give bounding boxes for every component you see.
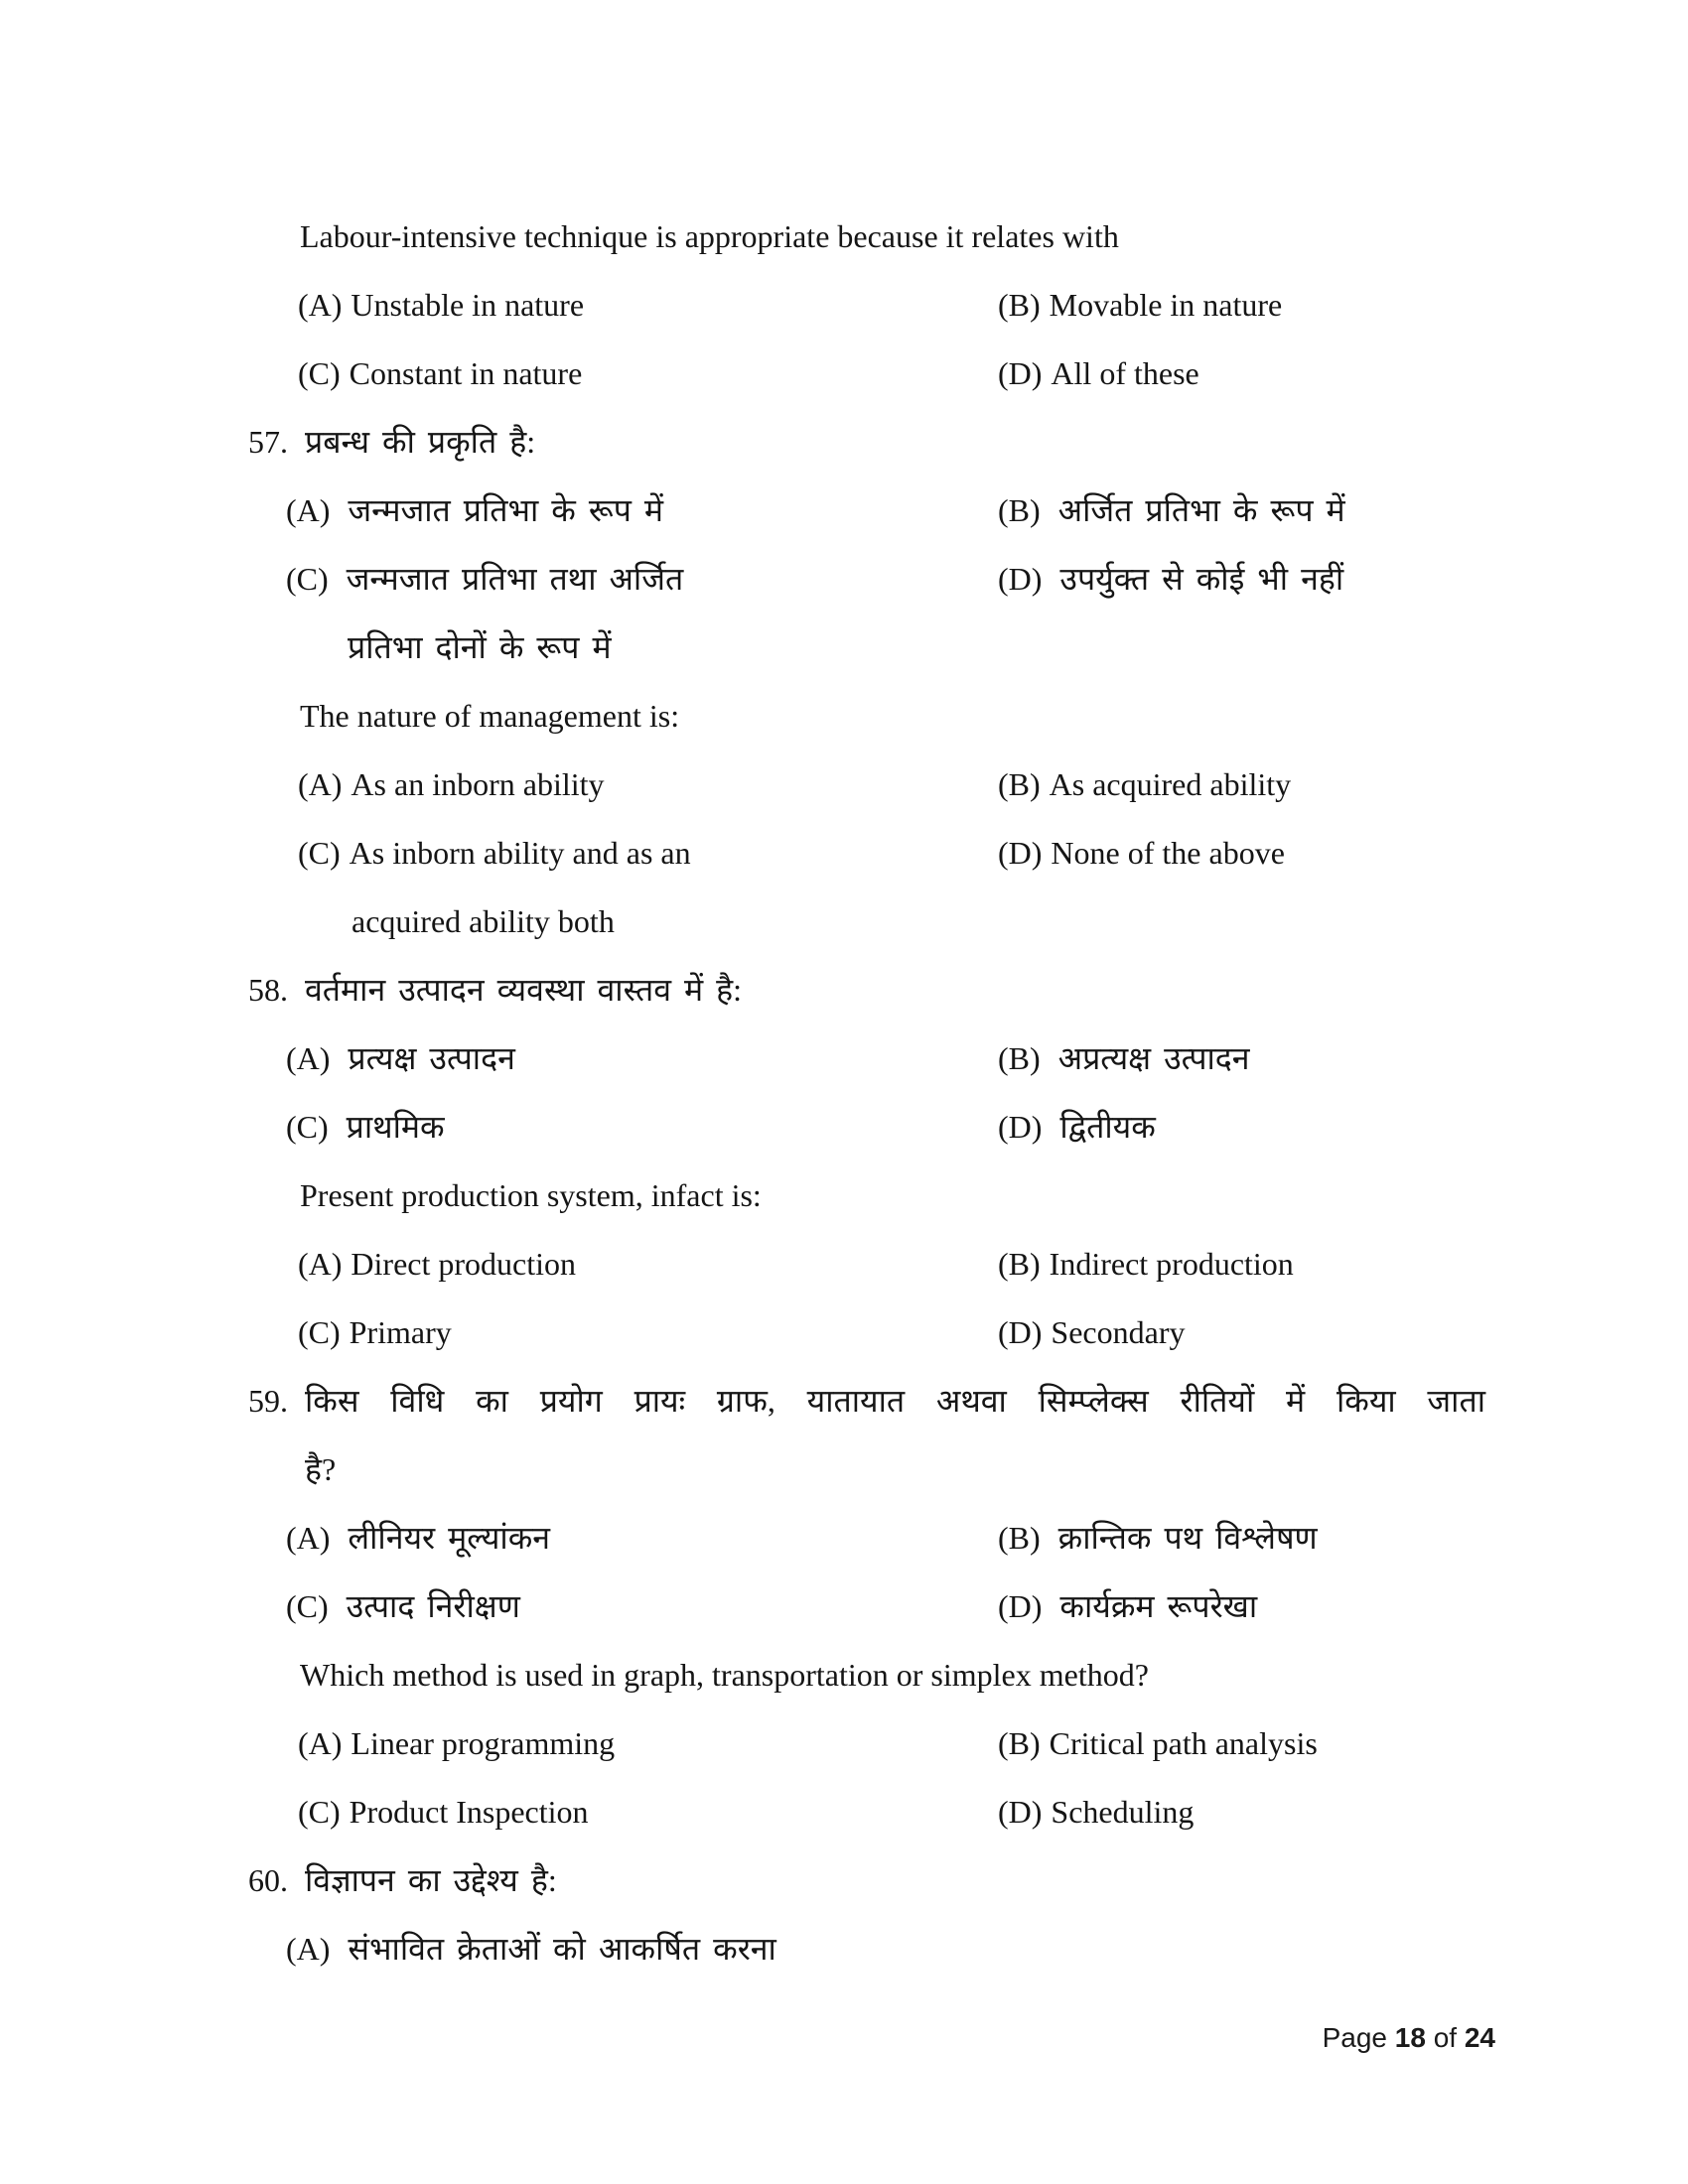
- q56-option-b-text: Movable in nature: [1049, 287, 1283, 323]
- q58-hindi-question-text: वर्तमान उत्पादन व्यवस्था वास्तव में है:: [305, 972, 743, 1008]
- q59-hindi-option-b-text: क्रान्तिक पथ विश्लेषण: [1057, 1520, 1318, 1556]
- q57-number: 57.: [248, 424, 288, 460]
- q57-english-option-c-text: As inborn ability and as an: [349, 835, 691, 871]
- q58-hindi-option-d-text: द्वितीयक: [1059, 1109, 1156, 1145]
- q59-hindi-option-b-label: (B): [998, 1520, 1041, 1556]
- q58-english-option-d: [998, 1298, 1185, 1367]
- q57-hindi-options-row-2: [248, 545, 1485, 614]
- q57-hindi-question: [248, 408, 1485, 477]
- q57-english-option-b-text: As acquired ability: [1049, 766, 1292, 802]
- q60-hindi-option-a-label: (A): [286, 1931, 331, 1967]
- q57-hindi-option-b-text: अर्जित प्रतिभा के रूप में: [1057, 492, 1345, 528]
- q57-hindi-option-d: [998, 545, 1343, 614]
- q56-english-options-row-1: [248, 271, 1485, 340]
- q57-english-option-b-label: (B): [998, 766, 1041, 802]
- q56-option-d-label: (D): [998, 355, 1043, 391]
- q59-english-option-b-text: Critical path analysis: [1049, 1725, 1318, 1761]
- q56-english-question: [248, 203, 1485, 271]
- q59-hindi-question-continuation: [248, 1435, 1485, 1504]
- q59-hindi-options-row-2: [248, 1572, 1485, 1641]
- q58-english-options-row-2: [248, 1298, 1485, 1367]
- q58-english-option-c-text: Primary: [349, 1314, 452, 1350]
- q57-english-option-a-label: (A): [298, 766, 343, 802]
- q56-option-a: [298, 287, 584, 323]
- q59-english-option-a-label: (A): [298, 1725, 343, 1761]
- q57-hindi-option-c-label: (C): [286, 561, 329, 597]
- question-paper-content: [248, 203, 1485, 1983]
- q56-option-b-label: (B): [998, 287, 1041, 323]
- q58-english-question: [248, 1161, 1485, 1230]
- q58-english-option-b-text: Indirect production: [1049, 1246, 1294, 1282]
- q60-hindi-option-a-text: संभावित क्रेताओं को आकर्षित करना: [348, 1931, 776, 1967]
- q56-english-options-row-2: [248, 340, 1485, 408]
- q58-english-option-c: [298, 1314, 452, 1350]
- q57-english-option-c: [298, 835, 691, 871]
- q58-english-option-d-text: Secondary: [1051, 1314, 1186, 1350]
- q58-hindi-options-row-2: [248, 1093, 1485, 1161]
- q57-hindi-option-d-text: उपर्युक्त से कोई भी नहीं: [1059, 561, 1344, 597]
- q59-hindi-options-row-1: [248, 1504, 1485, 1572]
- q58-hindi-options-row-1: [248, 1024, 1485, 1093]
- q60-hindi-question: [248, 1846, 1485, 1915]
- q59-number: 59.: [248, 1383, 288, 1419]
- q59-english-option-c-text: Product Inspection: [349, 1794, 589, 1830]
- q58-hindi-option-c: [286, 1109, 445, 1145]
- q56-option-d: [998, 340, 1199, 408]
- q57-hindi-question-text: प्रबन्ध की प्रकृति है:: [305, 424, 536, 460]
- q59-hindi-option-b: [998, 1504, 1318, 1572]
- q59-english-question-text: Which method is used in graph, transportation or simplex method?: [300, 1657, 1149, 1693]
- q57-hindi-options-row-1: [248, 477, 1485, 545]
- q57-hindi-option-d-label: (D): [998, 561, 1043, 597]
- q56-option-c-label: (C): [298, 355, 341, 391]
- q58-hindi-option-c-text: प्राथमिक: [346, 1109, 445, 1145]
- q59-english-option-a-text: Linear programming: [351, 1725, 616, 1761]
- q60-hindi-option-a: [286, 1931, 776, 1967]
- q59-hindi-option-d-label: (D): [998, 1588, 1043, 1624]
- q57-english-options-row-1: [248, 751, 1485, 819]
- q58-number: 58.: [248, 972, 288, 1008]
- q58-hindi-option-c-label: (C): [286, 1109, 329, 1145]
- q57-english-option-d-text: None of the above: [1051, 835, 1285, 871]
- q58-hindi-option-d-label: (D): [998, 1109, 1043, 1145]
- q57-hindi-option-a-text: जन्मजात प्रतिभा के रूप में: [348, 492, 664, 528]
- q59-english-option-a: [298, 1725, 615, 1761]
- q59-hindi-option-c: [286, 1588, 520, 1624]
- q56-option-d-text: All of these: [1051, 355, 1199, 391]
- q59-hindi-option-a-text: लीनियर मूल्यांकन: [348, 1520, 551, 1556]
- q59-hindi-option-d-text: कार्यक्रम रूपरेखा: [1059, 1588, 1258, 1624]
- q58-english-options-row-1: [248, 1230, 1485, 1298]
- q59-hindi-option-c-label: (C): [286, 1588, 329, 1624]
- q57-hindi-option-b: [998, 477, 1345, 545]
- q57-hindi-option-c-text: जन्मजात प्रतिभा तथा अर्जित: [346, 561, 684, 597]
- q58-hindi-option-d: [998, 1093, 1156, 1161]
- q59-english-option-d: [998, 1778, 1194, 1846]
- q57-hindi-option-b-label: (B): [998, 492, 1041, 528]
- q57-english-option-a: [298, 766, 605, 802]
- q59-hindi-question-cont-text: है?: [305, 1451, 337, 1487]
- q59-english-options-row-1: [248, 1709, 1485, 1778]
- q56-option-c: [298, 355, 582, 391]
- q56-english-question-text: Labour-intensive technique is appropriate because it relates with: [300, 218, 1119, 254]
- q58-hindi-option-a-label: (A): [286, 1040, 331, 1076]
- q58-english-option-b: [998, 1230, 1294, 1298]
- q58-hindi-option-b-text: अप्रत्यक्ष उत्पादन: [1057, 1040, 1250, 1076]
- q59-hindi-option-d: [998, 1572, 1257, 1641]
- q58-english-option-a-label: (A): [298, 1246, 343, 1282]
- q57-english-options-row-2: [248, 819, 1485, 887]
- page-footer: [1323, 2018, 1495, 2058]
- q59-english-options-row-2: [248, 1778, 1485, 1846]
- q58-hindi-question: [248, 956, 1485, 1024]
- q59-english-option-c: [298, 1794, 589, 1830]
- q60-number: 60.: [248, 1862, 288, 1898]
- page-footer-word-of: of: [1425, 2022, 1465, 2053]
- q57-hindi-option-a: [286, 492, 663, 528]
- q57-english-question: [248, 682, 1485, 751]
- q59-english-option-b-label: (B): [998, 1725, 1041, 1761]
- page-footer-current-page: 18: [1394, 2022, 1426, 2053]
- q58-english-option-d-label: (D): [998, 1314, 1043, 1350]
- q59-hindi-question-text: किस विधि का प्रयोग प्रायः ग्राफ, यातायात अथवा सिम्प्लेक्स रीतियों में किया जाता: [305, 1383, 1485, 1419]
- q56-option-b: [998, 271, 1282, 340]
- q57-english-option-c-label: (C): [298, 835, 341, 871]
- page-footer-word-page: Page: [1322, 2022, 1395, 2053]
- q59-hindi-question: [248, 1367, 1485, 1435]
- q59-english-option-b: [998, 1709, 1318, 1778]
- q56-option-c-text: Constant in nature: [349, 355, 583, 391]
- q57-english-option-b: [998, 751, 1291, 819]
- q59-english-option-c-label: (C): [298, 1794, 341, 1830]
- q58-hindi-option-b-label: (B): [998, 1040, 1041, 1076]
- q60-hindi-options-row-1: [248, 1915, 1485, 1983]
- q59-english-question: [248, 1641, 1485, 1709]
- q58-english-option-a-text: Direct production: [351, 1246, 577, 1282]
- q58-english-option-a: [298, 1246, 576, 1282]
- q59-hindi-option-a: [286, 1520, 550, 1556]
- q56-option-a-label: (A): [298, 287, 343, 323]
- q57-english-option-c-continuation: [248, 887, 1485, 956]
- q57-english-option-d: [998, 819, 1285, 887]
- page-footer-total-pages: 24: [1464, 2022, 1495, 2053]
- q57-english-option-a-text: As an inborn ability: [351, 766, 605, 802]
- q57-hindi-option-c-cont-text: प्रतिभा दोनों के रूप में: [348, 629, 612, 665]
- q58-hindi-option-a: [286, 1040, 515, 1076]
- q58-hindi-option-a-text: प्रत्यक्ष उत्पादन: [348, 1040, 515, 1076]
- q57-hindi-option-c-continuation: [248, 614, 1485, 682]
- q58-english-option-b-label: (B): [998, 1246, 1041, 1282]
- q59-english-option-d-text: Scheduling: [1051, 1794, 1195, 1830]
- q58-english-option-c-label: (C): [298, 1314, 341, 1350]
- q56-option-a-text: Unstable in nature: [351, 287, 585, 323]
- q57-english-option-d-label: (D): [998, 835, 1043, 871]
- q58-english-question-text: Present production system, infact is:: [300, 1177, 762, 1213]
- q58-hindi-option-b: [998, 1024, 1250, 1093]
- q59-english-option-d-label: (D): [998, 1794, 1043, 1830]
- q57-hindi-option-c: [286, 561, 683, 597]
- q57-english-option-c-cont-text: acquired ability both: [352, 903, 615, 939]
- q60-hindi-question-text: विज्ञापन का उद्देश्य है:: [305, 1862, 557, 1898]
- q59-hindi-option-c-text: उत्पाद निरीक्षण: [346, 1588, 520, 1624]
- q59-hindi-option-a-label: (A): [286, 1520, 331, 1556]
- q57-english-question-text: The nature of management is:: [300, 698, 680, 734]
- q57-hindi-option-a-label: (A): [286, 492, 331, 528]
